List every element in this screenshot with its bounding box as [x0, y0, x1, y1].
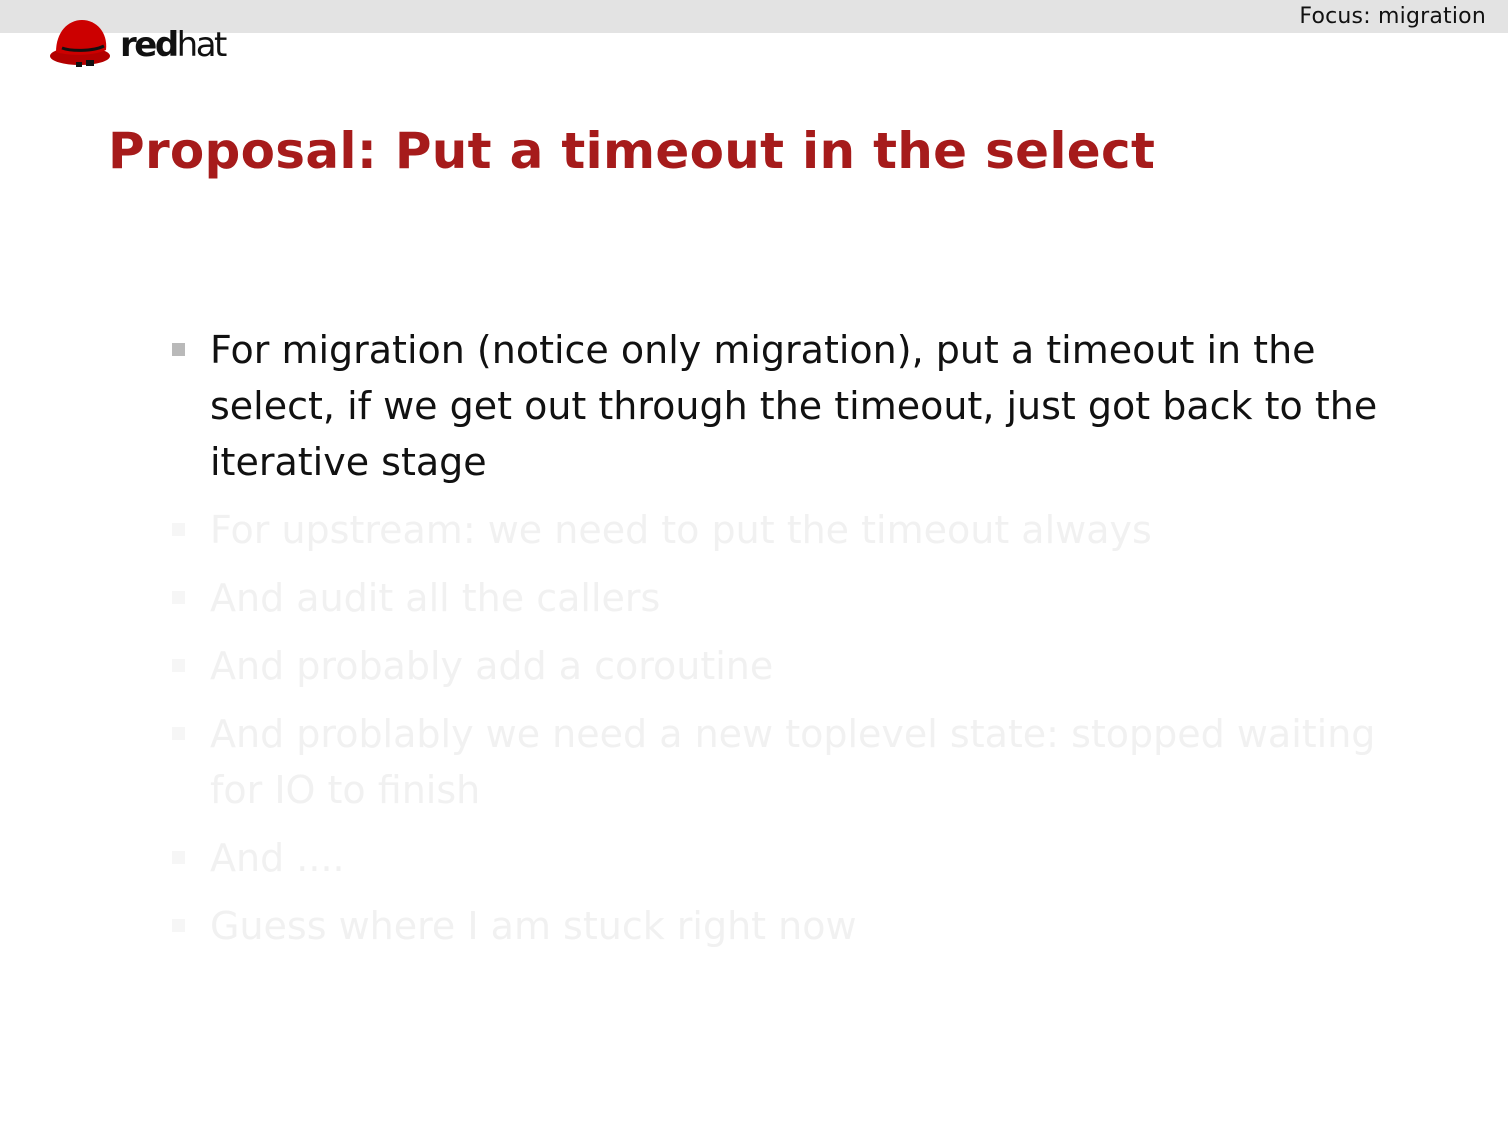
bullet-marker-icon — [172, 919, 185, 932]
bullet-item — [168, 322, 1418, 490]
bullet-marker-icon — [172, 659, 185, 672]
bullet-item — [168, 830, 1418, 886]
bullet-item — [168, 638, 1418, 694]
bullet-item — [168, 570, 1418, 626]
slide-title: Proposal: Put a timeout in the select — [108, 122, 1156, 180]
bullet-text: For upstream: we need to put the timeout always — [210, 508, 1152, 552]
bullet-marker-icon — [172, 851, 185, 864]
redhat-logo — [48, 18, 238, 70]
bullet-text: And probably add a coroutine — [210, 644, 774, 688]
bullet-marker-icon — [172, 523, 185, 536]
section-label: Focus: migration — [1299, 4, 1486, 29]
bullet-item — [168, 898, 1418, 954]
bullet-text: And .... — [210, 836, 345, 880]
bullet-item — [168, 706, 1418, 818]
bullet-text: And problably we need a new toplevel state: stopped waiting for IO to finish — [210, 712, 1376, 812]
bullet-list — [168, 322, 1418, 966]
bullet-text: For migration (notice only migration), put a timeout in the select, if we get out through the timeout, just got back to the iterative stage — [210, 328, 1378, 484]
logo-text: redhat — [120, 25, 225, 65]
shadowman-hat-icon — [48, 18, 114, 70]
bullet-marker-icon — [172, 727, 185, 740]
bullet-item — [168, 502, 1418, 558]
bullet-text: Guess where I am stuck right now — [210, 904, 857, 948]
bullet-text: And audit all the callers — [210, 576, 661, 620]
bullet-marker-icon — [172, 343, 185, 356]
bullet-marker-icon — [172, 591, 185, 604]
